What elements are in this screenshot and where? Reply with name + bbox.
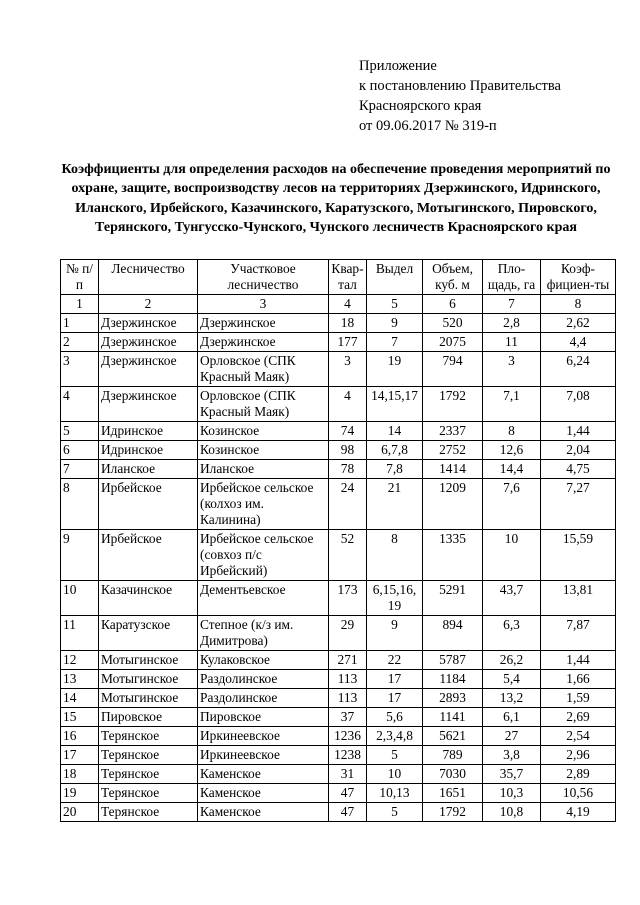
forestry-name: Дзержинское — [99, 352, 198, 387]
header-volume: Объем, куб. м — [423, 260, 483, 295]
forestry-name: Казачинское — [99, 581, 198, 616]
table-row — [61, 689, 616, 708]
coefficient-value: 15,59 — [541, 530, 616, 581]
row-number: 9 — [61, 530, 99, 581]
row-number: 4 — [61, 387, 99, 422]
forestry-name: Ирбейское — [99, 479, 198, 530]
quarter-value: 31 — [329, 765, 367, 784]
district-forestry-name: Иркинеевское — [198, 727, 329, 746]
quarter-value: 52 — [329, 530, 367, 581]
quarter-value: 173 — [329, 581, 367, 616]
coefficient-value: 2,96 — [541, 746, 616, 765]
row-number: 14 — [61, 689, 99, 708]
forestry-name: Пировское — [99, 708, 198, 727]
table-row — [61, 727, 616, 746]
coefficient-value: 2,04 — [541, 441, 616, 460]
row-number: 5 — [61, 422, 99, 441]
row-number: 17 — [61, 746, 99, 765]
allotment-value: 7 — [367, 333, 423, 352]
table-row — [61, 314, 616, 333]
appendix-line-2: к постановлению Правительства — [359, 78, 561, 94]
column-number: 5 — [367, 295, 423, 314]
allotment-value: 5,6 — [367, 708, 423, 727]
row-number: 15 — [61, 708, 99, 727]
appendix-line-3: Красноярского края — [359, 98, 482, 114]
forestry-name: Мотыгинское — [99, 670, 198, 689]
area-value: 27 — [483, 727, 541, 746]
district-forestry-name: Иркинеевское — [198, 746, 329, 765]
row-number: 8 — [61, 479, 99, 530]
volume-value: 2337 — [423, 422, 483, 441]
district-forestry-name: Дементьевское — [198, 581, 329, 616]
row-number: 7 — [61, 460, 99, 479]
volume-value: 5621 — [423, 727, 483, 746]
forestry-name: Идринское — [99, 441, 198, 460]
document-title: Коэффициенты для определения расходов на обеспечение проведения мероприятий по охране, защите, воспроизводству лесов на территориях Дзержинского, Идринского, Иланского, Ирбейского, Казачинского, Каратузского, Мотыгинского, Пировского, Терянского, Тунгусско-Чунского, Чунского лесничеств Красноярского края — [61, 162, 611, 235]
district-forestry-name: Козинское — [198, 422, 329, 441]
table-header-row — [61, 260, 616, 295]
allotment-value: 5 — [367, 803, 423, 822]
table-row — [61, 803, 616, 822]
allotment-value: 19 — [367, 352, 423, 387]
table-row — [61, 333, 616, 352]
row-number: 16 — [61, 727, 99, 746]
area-value: 35,7 — [483, 765, 541, 784]
column-number-row — [61, 295, 616, 314]
allotment-value: 8 — [367, 530, 423, 581]
allotment-value: 14,15,17 — [367, 387, 423, 422]
forestry-name: Мотыгинское — [99, 689, 198, 708]
coefficient-value: 1,66 — [541, 670, 616, 689]
quarter-value: 177 — [329, 333, 367, 352]
volume-value: 2075 — [423, 333, 483, 352]
area-value: 5,4 — [483, 670, 541, 689]
district-forestry-name: Козинское — [198, 441, 329, 460]
header-district-forestry: Участковое лесничество — [198, 260, 329, 295]
row-number: 3 — [61, 352, 99, 387]
quarter-value: 47 — [329, 803, 367, 822]
header-forestry: Лесничество — [99, 260, 198, 295]
area-value: 13,2 — [483, 689, 541, 708]
area-value: 3,8 — [483, 746, 541, 765]
row-number: 12 — [61, 651, 99, 670]
district-forestry-name: Ирбейское сельское (совхоз п/с Ирбейский) — [198, 530, 329, 581]
forestry-name: Мотыгинское — [99, 651, 198, 670]
allotment-value: 2,3,4,8 — [367, 727, 423, 746]
area-value: 10 — [483, 530, 541, 581]
forestry-name: Идринское — [99, 422, 198, 441]
quarter-value: 271 — [329, 651, 367, 670]
coefficient-value: 10,56 — [541, 784, 616, 803]
allotment-value: 22 — [367, 651, 423, 670]
area-value: 10,3 — [483, 784, 541, 803]
forestry-name: Иланское — [99, 460, 198, 479]
table-row — [61, 441, 616, 460]
row-number: 6 — [61, 441, 99, 460]
table-row — [61, 708, 616, 727]
area-value: 7,6 — [483, 479, 541, 530]
coefficient-value: 1,44 — [541, 422, 616, 441]
appendix-note — [359, 56, 629, 136]
district-forestry-name: Пировское — [198, 708, 329, 727]
row-number: 2 — [61, 333, 99, 352]
volume-value: 2752 — [423, 441, 483, 460]
district-forestry-name: Дзержинское — [198, 314, 329, 333]
area-value: 3 — [483, 352, 541, 387]
area-value: 43,7 — [483, 581, 541, 616]
column-number: 2 — [99, 295, 198, 314]
quarter-value: 29 — [329, 616, 367, 651]
allotment-value: 14 — [367, 422, 423, 441]
district-forestry-name: Орловское (СПК Красный Маяк) — [198, 352, 329, 387]
volume-value: 789 — [423, 746, 483, 765]
row-number: 11 — [61, 616, 99, 651]
volume-value: 1651 — [423, 784, 483, 803]
allotment-value: 5 — [367, 746, 423, 765]
district-forestry-name: Каменское — [198, 803, 329, 822]
row-number: 18 — [61, 765, 99, 784]
volume-value: 1792 — [423, 803, 483, 822]
coefficient-value: 2,69 — [541, 708, 616, 727]
table-row — [61, 784, 616, 803]
area-value: 2,8 — [483, 314, 541, 333]
district-forestry-name: Ирбейское сельское (колхоз им. Калинина) — [198, 479, 329, 530]
volume-value: 1335 — [423, 530, 483, 581]
district-forestry-name: Раздолинское — [198, 689, 329, 708]
column-number: 1 — [61, 295, 99, 314]
area-value: 8 — [483, 422, 541, 441]
quarter-value: 1238 — [329, 746, 367, 765]
quarter-value: 3 — [329, 352, 367, 387]
forestry-name: Терянское — [99, 803, 198, 822]
quarter-value: 18 — [329, 314, 367, 333]
coefficient-value: 2,89 — [541, 765, 616, 784]
coefficient-value: 13,81 — [541, 581, 616, 616]
coefficient-value: 1,59 — [541, 689, 616, 708]
coefficient-value: 1,44 — [541, 651, 616, 670]
row-number: 1 — [61, 314, 99, 333]
table-row — [61, 387, 616, 422]
header-allotment: Выдел — [367, 260, 423, 295]
table-row — [61, 581, 616, 616]
district-forestry-name: Дзержинское — [198, 333, 329, 352]
row-number: 19 — [61, 784, 99, 803]
quarter-value: 74 — [329, 422, 367, 441]
quarter-value: 24 — [329, 479, 367, 530]
volume-value: 1414 — [423, 460, 483, 479]
area-value: 6,3 — [483, 616, 541, 651]
table-row — [61, 460, 616, 479]
column-number: 3 — [198, 295, 329, 314]
header-area: Пло-щадь, га — [483, 260, 541, 295]
appendix-line-4: от 09.06.2017 № 319-п — [359, 118, 497, 134]
quarter-value: 37 — [329, 708, 367, 727]
district-forestry-name: Орловское (СПК Красный Маяк) — [198, 387, 329, 422]
coefficient-value: 7,27 — [541, 479, 616, 530]
allotment-value: 10 — [367, 765, 423, 784]
column-number: 8 — [541, 295, 616, 314]
volume-value: 894 — [423, 616, 483, 651]
column-number: 6 — [423, 295, 483, 314]
forestry-name: Терянское — [99, 784, 198, 803]
coefficient-value: 4,75 — [541, 460, 616, 479]
allotment-value: 6,15,16, 19 — [367, 581, 423, 616]
area-value: 11 — [483, 333, 541, 352]
forestry-name: Ирбейское — [99, 530, 198, 581]
district-forestry-name: Раздолинское — [198, 670, 329, 689]
allotment-value: 10,13 — [367, 784, 423, 803]
table-row — [61, 616, 616, 651]
quarter-value: 47 — [329, 784, 367, 803]
table-row — [61, 670, 616, 689]
volume-value: 794 — [423, 352, 483, 387]
table-row — [61, 746, 616, 765]
coefficient-value: 7,87 — [541, 616, 616, 651]
table-row — [61, 479, 616, 530]
forestry-name: Терянское — [99, 727, 198, 746]
quarter-value: 98 — [329, 441, 367, 460]
area-value: 14,4 — [483, 460, 541, 479]
volume-value: 1792 — [423, 387, 483, 422]
forestry-name: Дзержинское — [99, 314, 198, 333]
quarter-value: 113 — [329, 689, 367, 708]
appendix-line-1: Приложение — [359, 58, 437, 74]
allotment-value: 21 — [367, 479, 423, 530]
volume-value: 5291 — [423, 581, 483, 616]
table-body — [61, 314, 616, 822]
table-row — [61, 651, 616, 670]
header-number: № п/п — [61, 260, 99, 295]
volume-value: 5787 — [423, 651, 483, 670]
forestry-name: Терянское — [99, 765, 198, 784]
quarter-value: 78 — [329, 460, 367, 479]
coefficient-value: 2,54 — [541, 727, 616, 746]
district-forestry-name: Кулаковское — [198, 651, 329, 670]
quarter-value: 1236 — [329, 727, 367, 746]
allotment-value: 17 — [367, 670, 423, 689]
volume-value: 1141 — [423, 708, 483, 727]
allotment-value: 7,8 — [367, 460, 423, 479]
coefficient-value: 2,62 — [541, 314, 616, 333]
district-forestry-name: Каменское — [198, 765, 329, 784]
table-row — [61, 530, 616, 581]
row-number: 20 — [61, 803, 99, 822]
volume-value: 520 — [423, 314, 483, 333]
area-value: 7,1 — [483, 387, 541, 422]
row-number: 13 — [61, 670, 99, 689]
volume-value: 7030 — [423, 765, 483, 784]
quarter-value: 113 — [329, 670, 367, 689]
allotment-value: 9 — [367, 314, 423, 333]
forestry-name: Дзержинское — [99, 387, 198, 422]
district-forestry-name: Степное (к/з им. Димитрова) — [198, 616, 329, 651]
volume-value: 1184 — [423, 670, 483, 689]
forestry-name: Терянское — [99, 746, 198, 765]
district-forestry-name: Каменское — [198, 784, 329, 803]
allotment-value: 6,7,8 — [367, 441, 423, 460]
area-value: 10,8 — [483, 803, 541, 822]
quarter-value: 4 — [329, 387, 367, 422]
coefficients-table — [60, 259, 616, 822]
row-number: 10 — [61, 581, 99, 616]
area-value: 12,6 — [483, 441, 541, 460]
volume-value: 1209 — [423, 479, 483, 530]
column-number: 7 — [483, 295, 541, 314]
coefficient-value: 4,19 — [541, 803, 616, 822]
allotment-value: 9 — [367, 616, 423, 651]
allotment-value: 17 — [367, 689, 423, 708]
district-forestry-name: Иланское — [198, 460, 329, 479]
header-quarter: Квар-тал — [329, 260, 367, 295]
table-row — [61, 765, 616, 784]
area-value: 6,1 — [483, 708, 541, 727]
column-number: 4 — [329, 295, 367, 314]
table-row — [61, 422, 616, 441]
coefficient-value: 4,4 — [541, 333, 616, 352]
table-row — [61, 352, 616, 387]
coefficient-value: 7,08 — [541, 387, 616, 422]
volume-value: 2893 — [423, 689, 483, 708]
forestry-name: Дзержинское — [99, 333, 198, 352]
header-coefficients: Коэф-фициен-ты — [541, 260, 616, 295]
forestry-name: Каратузское — [99, 616, 198, 651]
area-value: 26,2 — [483, 651, 541, 670]
coefficient-value: 6,24 — [541, 352, 616, 387]
